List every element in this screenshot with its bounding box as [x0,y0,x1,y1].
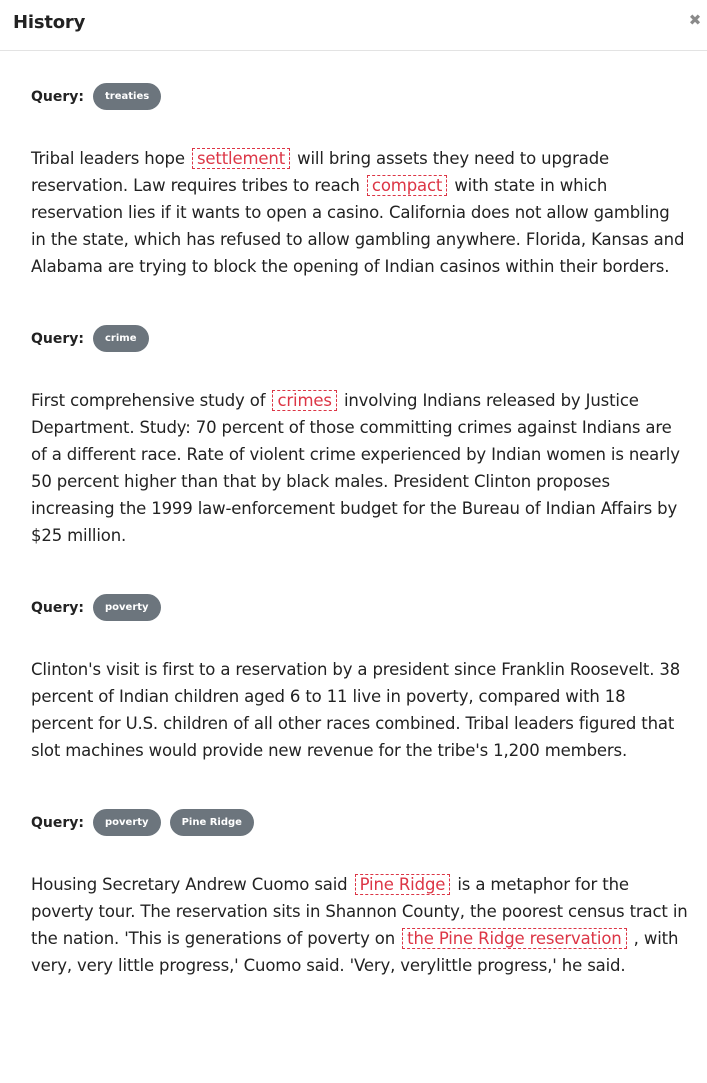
passage-segment: involving Indians released by Justice Department. Study: 70 percent of those committing crimes against Indians are of a different race. Rate of violent crime experienced by Indian women is nearly 50 percent higher than that by black males. President Clinton proposes increasing the 1999 law-enforcement budget for the Bureau of Indian Affairs by $25 million. [31,391,680,545]
history-title: History [13,12,86,33]
query-tag[interactable]: poverty [93,809,161,836]
close-icon[interactable]: ✖ [688,11,702,29]
history-entry [31,325,689,549]
highlighted-term[interactable]: the Pine Ridge reservation [402,928,626,949]
passage-segment: , with very, very little progress,' Cuomo said. 'Very, verylittle progress,' he said. [31,929,679,975]
history-entry [31,83,689,280]
passage-segment: Tribal leaders hope [31,149,190,168]
query-label: Query: [31,330,84,347]
passage-segment: Housing Secretary Andrew Cuomo said [31,875,353,894]
query-label: Query: [31,599,84,616]
passage-text [31,656,689,764]
passage-text [31,871,689,979]
query-label: Query: [31,88,84,105]
query-tag[interactable]: treaties [93,83,161,110]
highlighted-term[interactable]: crimes [272,390,336,411]
history-entry [31,594,689,764]
query-row [31,594,689,621]
query-tag[interactable]: crime [93,325,149,352]
passage-segment: is a metaphor for the poverty tour. The reservation sits in Shannon County, the poorest census tract in the nation. 'This is generations of poverty on [31,875,688,948]
passage-segment: Clinton's visit is first to a reservation by a president since Franklin Roosevelt. 38 percent of Indian children aged 6 to 11 live in poverty, compared with 18 percent for U.S. children of all other races combined. Tribal leaders figured that slot machines would provide new revenue for the tribe's 1,200 members. [31,660,681,760]
query-row [31,325,689,352]
query-label: Query: [31,814,84,831]
passage-segment: with state in which reservation lies if it wants to open a casino. California does not allow gambling in the state, which has refused to allow gambling anywhere. Florida, Kansas and Alabama are trying to block the opening of Indian casinos within their borders. [31,176,685,276]
query-row [31,83,689,110]
history-list [0,83,707,979]
history-entry [31,809,689,979]
query-row [31,809,689,836]
passage-segment: will bring assets they need to upgrade reservation. Law requires tribes to reach [31,149,610,195]
history-header [0,0,707,51]
highlighted-term[interactable]: settlement [192,148,290,169]
highlighted-term[interactable]: compact [367,175,447,196]
passage-text [31,145,689,280]
passage-text [31,387,689,549]
highlighted-term[interactable]: Pine Ridge [355,874,451,895]
query-tag[interactable]: Pine Ridge [170,809,254,836]
query-tag[interactable]: poverty [93,594,161,621]
passage-segment: First comprehensive study of [31,391,271,410]
